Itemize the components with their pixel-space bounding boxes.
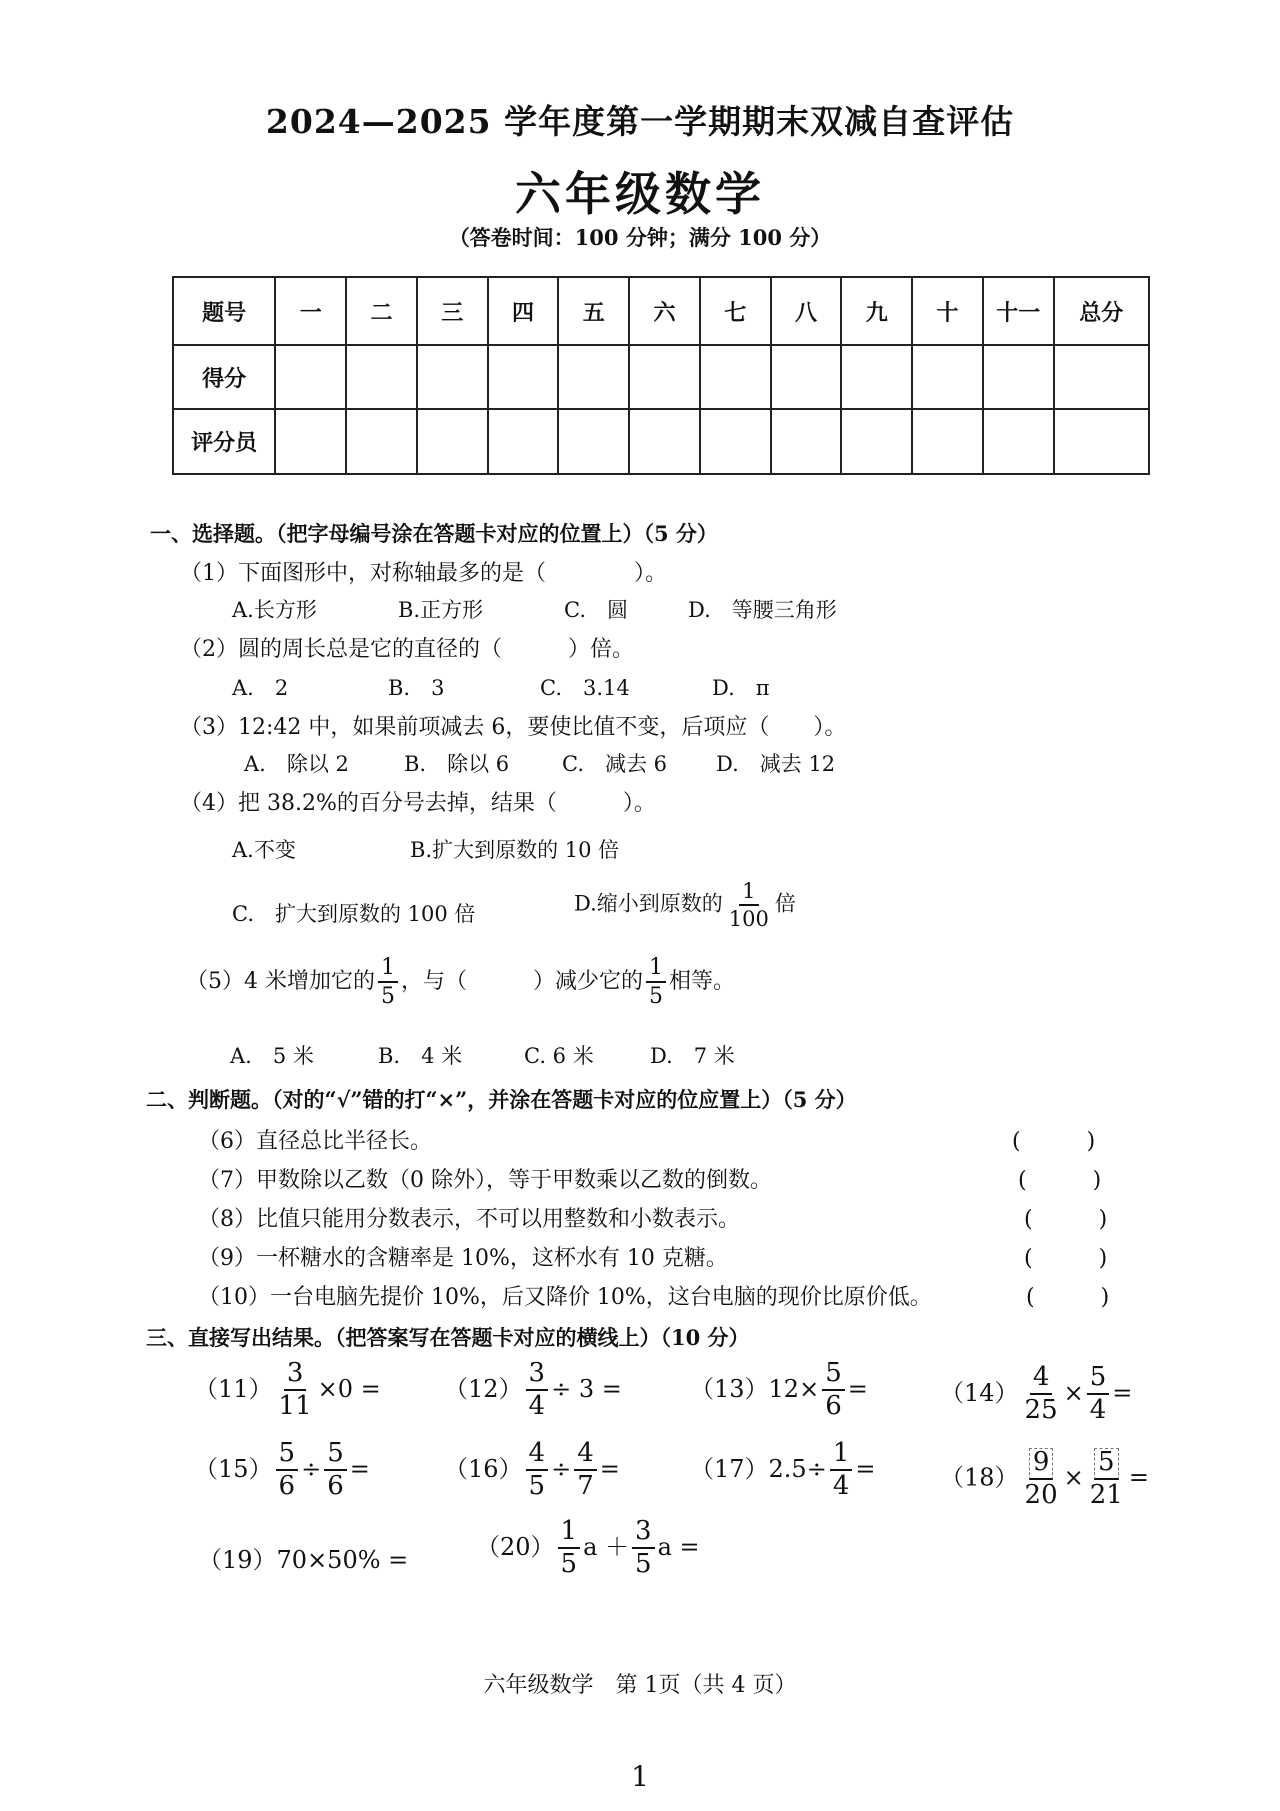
col-header: 九: [841, 277, 912, 345]
calc-17: [690, 1440, 875, 1501]
question-3: （3）12:42 中，如果前项减去 6，要使比值不变，后项应（ ）。: [180, 715, 847, 740]
q1-option-d: D. 等腰三角形: [688, 598, 837, 622]
col-header: 三: [417, 277, 488, 345]
grader-cell: [629, 409, 700, 474]
q3-option-a: A. 除以 2: [244, 752, 349, 776]
calc-rest: =: [1112, 1378, 1133, 1407]
calc-12: [444, 1360, 622, 1421]
judge-item-7: （7）甲数除以乙数（0 除外），等于甲数乘以乙数的倒数。: [198, 1168, 772, 1193]
answer-paren: ( ): [1012, 1129, 1096, 1154]
col-header: 八: [771, 277, 842, 345]
q5-text-mid: ，与（ ）减少它的: [401, 969, 644, 995]
exam-subtitle: （答卷时间：100 分钟；满分 100 分）: [448, 225, 832, 250]
calc-operator: ×: [1063, 1378, 1084, 1407]
judge-item-8: （8）比值只能用分数表示，不可以用整数和小数表示。: [198, 1207, 740, 1232]
calc-rest: ÷ 3 =: [551, 1374, 622, 1403]
col-header: 五: [558, 277, 629, 345]
calc-18: [940, 1448, 1149, 1510]
calc-rest: ×0 =: [317, 1374, 381, 1403]
grader-cell: [417, 409, 488, 474]
calc-16: [444, 1440, 620, 1501]
calc-19: （19）70×50% =: [198, 1546, 409, 1574]
fraction: [646, 956, 666, 1008]
fraction-denominator: 6: [327, 1471, 344, 1502]
score-cell: [841, 345, 912, 409]
calc-rest: =: [847, 1374, 868, 1403]
grader-cell: [1054, 409, 1149, 474]
calc-label: （18）: [940, 1463, 1019, 1492]
subject-title: 六年级数学: [515, 167, 765, 221]
calc-operator: ÷: [301, 1454, 322, 1483]
q1-option-c: C. 圆: [564, 598, 628, 622]
q5-text-post: 相等。: [669, 969, 736, 995]
calc-label: （11）: [194, 1374, 273, 1403]
answer-paren: ( ): [1024, 1207, 1108, 1232]
answer-paren: ( ): [1024, 1246, 1108, 1271]
fraction-numerator: 5: [822, 1360, 845, 1391]
fraction-numerator: 1: [378, 956, 398, 983]
score-cell: [558, 345, 629, 409]
calc-13: [690, 1360, 868, 1421]
q3-option-b: B. 除以 6: [404, 752, 510, 776]
score-cell: [771, 345, 842, 409]
calc-11: [194, 1360, 381, 1421]
question-1: （1）下面图形中，对称轴最多的是（ ）。: [180, 561, 667, 586]
fraction: [1087, 1448, 1126, 1510]
grader-cell: [912, 409, 983, 474]
col-header: 十: [912, 277, 983, 345]
calc-14: [940, 1364, 1132, 1425]
col-header: 二: [346, 277, 417, 345]
q3-option-d: D. 减去 12: [716, 752, 836, 776]
q2-option-d: D. π: [712, 676, 770, 700]
fraction-numerator: 3: [632, 1518, 655, 1549]
col-header: 六: [629, 277, 700, 345]
page-footer: 六年级数学 第 1页（共 4 页）: [483, 1673, 797, 1698]
fraction: [558, 1518, 581, 1579]
fraction: [1022, 1448, 1061, 1510]
score-cell: [700, 345, 771, 409]
calc-15: [194, 1440, 370, 1501]
fraction-denominator: 4: [1089, 1395, 1107, 1426]
grader-cell: [983, 409, 1054, 474]
calc-rest: a =: [657, 1532, 700, 1561]
fraction-numerator: 5: [324, 1440, 347, 1471]
fraction: [526, 1440, 549, 1501]
q1-option-b: B.正方形: [398, 598, 484, 622]
col-header: 七: [700, 277, 771, 345]
score-cell: [912, 345, 983, 409]
score-cell: [629, 345, 700, 409]
score-cell: [275, 345, 346, 409]
fraction-denominator: 21: [1089, 1480, 1123, 1511]
fraction: [1022, 1364, 1061, 1425]
fraction: [830, 1440, 853, 1501]
q5-option-d: D. 7 米: [650, 1044, 735, 1068]
fraction-numerator: 4: [1030, 1364, 1053, 1395]
fraction-denominator: 6: [278, 1471, 296, 1502]
fraction-numerator: 3: [284, 1360, 307, 1391]
q4-option-c: C. 扩大到原数的 100 倍: [232, 902, 476, 926]
q4-option-b: B.扩大到原数的 10 倍: [410, 838, 620, 862]
q2-option-b: B. 3: [388, 676, 445, 700]
score-cell: [417, 345, 488, 409]
score-cell: [346, 345, 417, 409]
calc-label: （20）: [476, 1532, 555, 1561]
grader-cell: [275, 409, 346, 474]
calc-operator: ÷: [551, 1454, 572, 1483]
fraction: [726, 880, 772, 930]
col-header: 十一: [983, 277, 1054, 345]
fraction-numerator: 5: [1087, 1364, 1110, 1395]
q4-option-d-prefix: D.缩小到原数的: [574, 891, 723, 916]
fraction-numerator: 9: [1029, 1448, 1054, 1480]
fraction-denominator: 4: [832, 1471, 850, 1502]
fraction: [574, 1440, 597, 1501]
fraction: [276, 1440, 299, 1501]
calc-label: （16）: [444, 1454, 523, 1483]
col-header: 四: [488, 277, 559, 345]
score-cell: [1054, 345, 1149, 409]
calc-label: （12）: [444, 1374, 523, 1403]
calc-20: [476, 1518, 700, 1579]
q2-option-c: C. 3.14: [540, 676, 630, 700]
calc-label: （15）: [194, 1454, 273, 1483]
calc-rest: =: [855, 1454, 876, 1483]
calc-rest: =: [599, 1454, 620, 1483]
exam-title: 2024—2025 学年度第一学期期末双减自查评估: [265, 102, 1015, 141]
fraction: [324, 1440, 347, 1501]
q3-option-c: C. 减去 6: [562, 752, 668, 776]
section2-heading: 二、判断题。（对的“√”错的打“×”，并涂在答题卡对应的位应置上）（5 分）: [146, 1087, 857, 1112]
fraction-numerator: 1: [739, 880, 758, 906]
fraction-numerator: 4: [574, 1440, 597, 1471]
question-2: （2）圆的周长总是它的直径的（ ）倍。: [180, 637, 634, 662]
score-cell: [983, 345, 1054, 409]
fraction-numerator: 1: [830, 1440, 853, 1471]
fraction-denominator: 100: [728, 907, 769, 932]
page-number: 1: [631, 1760, 649, 1793]
calc-label: （14）: [940, 1378, 1019, 1407]
row-label-question: 题号: [173, 277, 275, 345]
question-4: （4）把 38.2%的百分号去掉，结果（ ）。: [180, 791, 656, 816]
q1-option-a: A.长方形: [232, 598, 317, 622]
col-header: 一: [275, 277, 346, 345]
fraction-denominator: 11: [278, 1391, 312, 1422]
section1-heading: 一、选择题。（把字母编号涂在答题卡对应的位置上）（5 分）: [150, 521, 718, 546]
fraction-denominator: 5: [635, 1549, 652, 1580]
fraction: [378, 956, 398, 1008]
q2-option-a: A. 2: [232, 676, 289, 700]
calc-label: （17）2.5÷: [690, 1454, 827, 1483]
judge-item-10: （10）一台电脑先提价 10%，后又降价 10%，这台电脑的现价比原价低。: [198, 1285, 932, 1310]
fraction-denominator: 20: [1024, 1480, 1058, 1511]
judge-item-6: （6）直径总比半径长。: [198, 1129, 432, 1154]
row-label-grader: 评分员: [173, 409, 275, 474]
grader-cell: [488, 409, 559, 474]
question-5: [186, 956, 735, 1008]
score-table: [172, 276, 1150, 475]
q5-option-c: C. 6 米: [524, 1044, 594, 1068]
answer-paren: ( ): [1026, 1285, 1110, 1310]
q5-option-b: B. 4 米: [378, 1044, 463, 1068]
fraction-denominator: 7: [577, 1471, 594, 1502]
q5-option-a: A. 5 米: [230, 1044, 314, 1068]
fraction: [526, 1360, 549, 1421]
fraction-denominator: 6: [825, 1391, 842, 1422]
row-label-score: 得分: [173, 345, 275, 409]
answer-paren: ( ): [1018, 1168, 1102, 1193]
fraction: [276, 1360, 315, 1421]
q4-option-a: A.不变: [232, 838, 296, 862]
fraction-numerator: 3: [526, 1360, 549, 1391]
fraction-numerator: 5: [1094, 1448, 1119, 1480]
fraction-denominator: 25: [1024, 1395, 1058, 1426]
grader-cell: [700, 409, 771, 474]
calc-rest: =: [349, 1454, 370, 1483]
q4-option-d-suffix: 倍: [774, 891, 796, 916]
q4-option-d: [574, 880, 796, 930]
grader-cell: [771, 409, 842, 474]
judge-item-9: （9）一杯糖水的含糖率是 10%，这杯水有 10 克糖。: [198, 1246, 728, 1271]
fraction-denominator: 5: [381, 984, 395, 1010]
fraction-numerator: 1: [646, 956, 666, 983]
fraction-numerator: 1: [558, 1518, 581, 1549]
fraction-denominator: 5: [649, 984, 664, 1010]
grader-cell: [346, 409, 417, 474]
grader-cell: [841, 409, 912, 474]
grader-cell: [558, 409, 629, 474]
fraction-numerator: 5: [276, 1440, 299, 1471]
fraction: [822, 1360, 845, 1421]
calc-label: （13）12×: [690, 1374, 820, 1403]
calc-mid: a ＋: [583, 1532, 630, 1561]
fraction: [1087, 1364, 1110, 1425]
q5-text-pre: （5）4 米增加它的: [186, 969, 375, 995]
fraction-denominator: 5: [528, 1471, 546, 1502]
section3-heading: 三、直接写出结果。（把答案写在答题卡对应的横线上）（10 分）: [146, 1325, 750, 1350]
fraction-denominator: 5: [560, 1549, 578, 1580]
fraction-numerator: 4: [526, 1440, 549, 1471]
score-cell: [488, 345, 559, 409]
calc-operator: ×: [1063, 1463, 1084, 1492]
col-header-total: 总分: [1054, 277, 1149, 345]
fraction: [632, 1518, 655, 1579]
calc-rest: =: [1128, 1463, 1149, 1492]
fraction-denominator: 4: [528, 1391, 546, 1422]
